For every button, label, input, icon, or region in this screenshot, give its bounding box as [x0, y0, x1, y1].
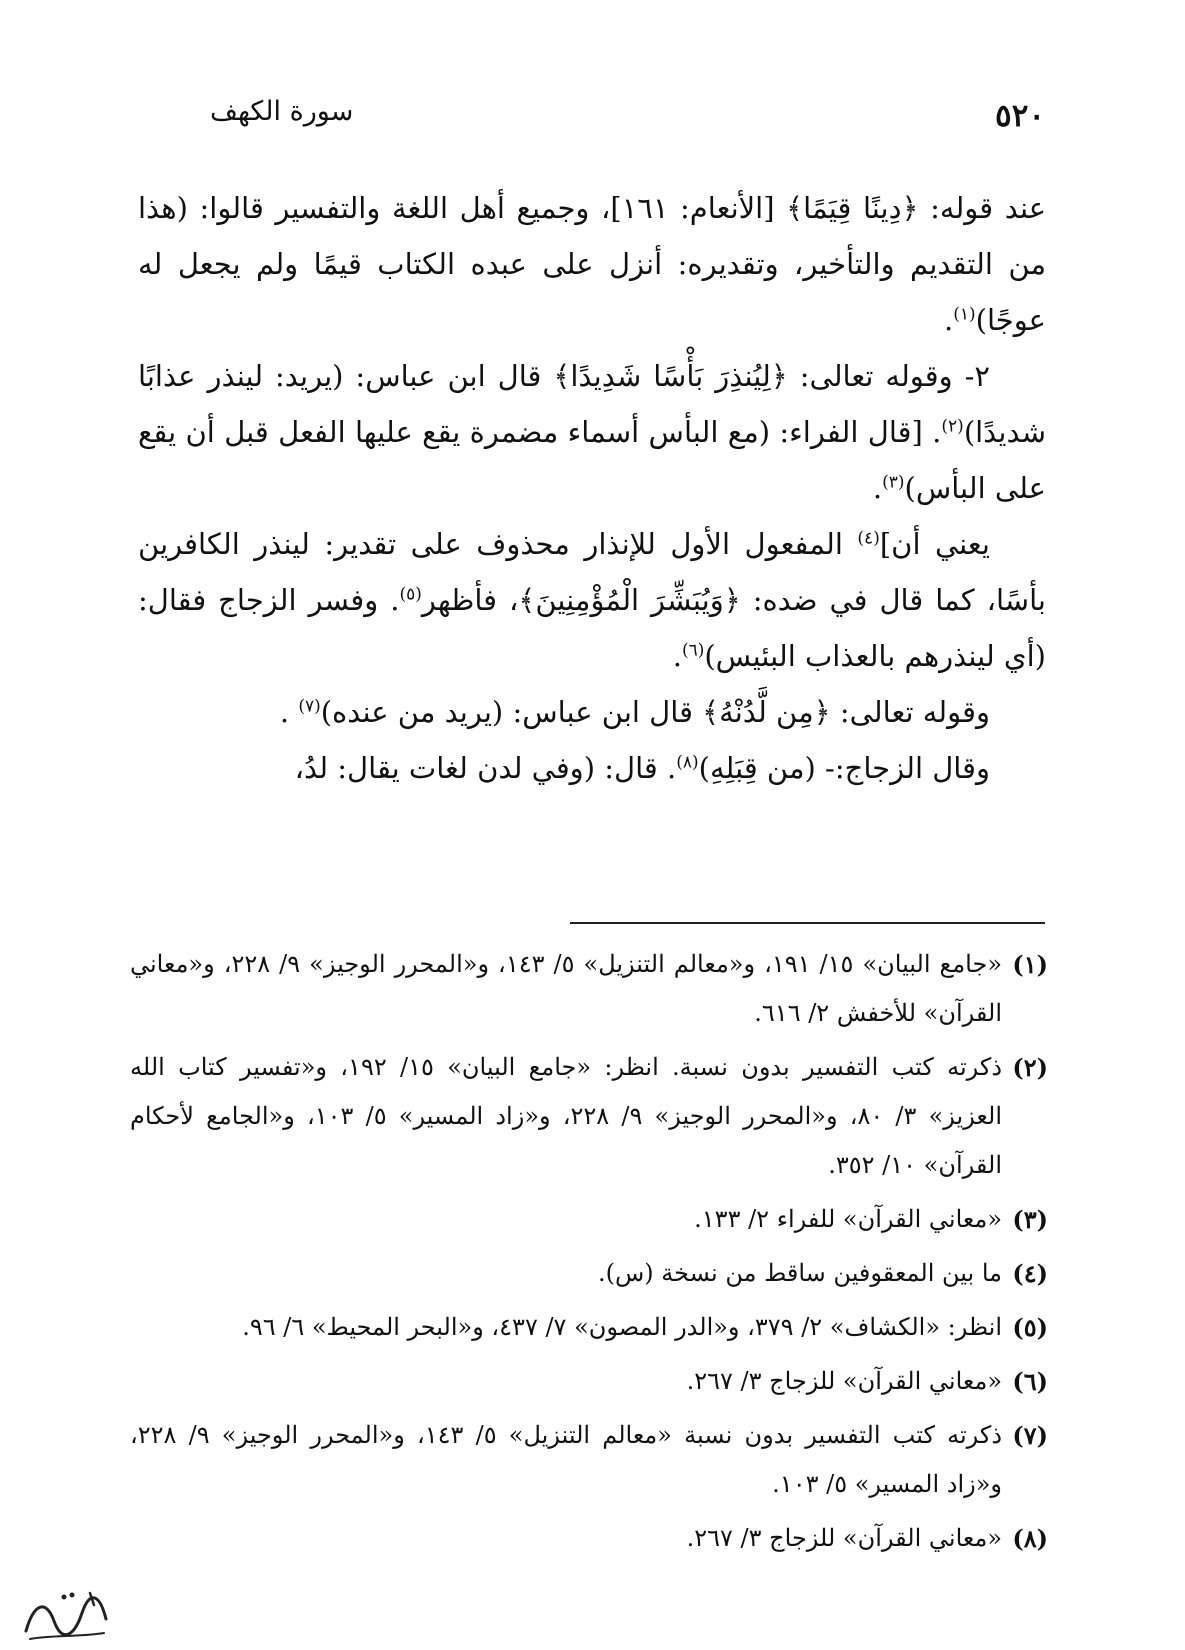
footnote — [130, 1195, 1048, 1244]
publisher-logo — [20, 1585, 112, 1647]
text-run: . [قال الفراء: (مع البأس أسماء مضمرة يقع عليها الفعل قبل أن يقع على البأس) — [138, 415, 1046, 505]
text-run: . وفسر الزجاج فقال: (أي لينذرهم بالعذاب البئيس) — [138, 583, 1046, 673]
footnote-number: (٤) — [1012, 1259, 1048, 1288]
text-run: ٢- وقوله تعالى: ﴿لِيُنذِرَ بَأْسًا شَدِيدًا﴾ قال ابن عباس: (يريد: لينذر عذابًا شديدًا) — [138, 359, 1046, 449]
text-run: . قال: (وفي لدن لغات يقال: لدُ، — [294, 751, 677, 785]
footnote-number: (٦) — [1012, 1367, 1048, 1396]
text-run: . — [279, 695, 299, 729]
paragraph — [138, 516, 1046, 684]
footnote — [130, 1357, 1048, 1406]
footnote-number: (٧) — [1012, 1421, 1048, 1450]
footnote — [130, 940, 1048, 1038]
footnote-ref: (٣) — [882, 472, 905, 493]
footnote — [130, 1249, 1048, 1298]
footnote — [130, 1043, 1048, 1190]
paragraph — [138, 740, 1046, 796]
footnote-ref: (٢) — [941, 416, 964, 437]
footnote-text: «معاني القرآن» للزجاج ٣/ ٢٦٧. — [686, 1367, 1002, 1395]
text-run: عند قوله: ﴿دِينًا قِيَمًا﴾ [الأنعام: ١٦١]، وجميع أهل اللغة والتفسير قالوا: (هذا من التقديم والتأخير، وتقديره: أنزل على عبده الكتاب قيمًا ولم يجعل له عوجًا) — [138, 191, 1047, 337]
footnote-text: ذكرته كتب التفسير بدون نسبة «معالم التنزيل» ٥/ ١٤٣، و«المحرر الوجيز» ٩/ ٢٢٨، و«زاد المسير» ٥/ ١٠٣. — [130, 1421, 1003, 1498]
footnote-number: (١) — [1012, 950, 1048, 979]
footnote-number: (٨) — [1012, 1524, 1048, 1553]
footnote-number: (٣) — [1012, 1205, 1048, 1234]
paragraph — [138, 180, 1046, 348]
footnote-text: ذكرته كتب التفسير بدون نسبة. انظر: «جامع البيان» ١٥/ ١٩٢، و«تفسير كتاب الله العزيز» ٣/ ٨٠، و«المحرر الوجيز» ٩/ ٢٢٨، و«زاد المسير» ٥/ ١٠٣، و«الجامع لأحكام القرآن» ١٠/ ٣٥٢. — [130, 1053, 1003, 1179]
main-text — [138, 180, 1046, 796]
footnote-separator — [570, 922, 1045, 924]
footnote-number: (٢) — [1012, 1053, 1048, 1082]
text-run: المفعول الأول للإنذار محذوف على تقدير: لينذر الكافرين بأسًا، كما قال في ضده: ﴿وَيُبَشِّرَ الْمُؤْمِنِينَ﴾، فأظهر — [138, 527, 1046, 617]
footnote-ref: (٦) — [681, 640, 705, 661]
footnote-ref: (٥) — [399, 584, 422, 605]
text-run: . — [672, 639, 682, 673]
text-run: يعني أن] — [879, 527, 990, 561]
footnote-text: «معاني القرآن» للفراء ٢/ ١٣٣. — [694, 1205, 1002, 1233]
page-number: ٥٢٠ — [995, 98, 1045, 134]
text-run: . — [872, 471, 883, 505]
paragraph — [138, 684, 1046, 740]
page-header — [140, 92, 1045, 142]
footnote — [130, 1303, 1048, 1352]
footnote-text: «جامع البيان» ١٥/ ١٩١، و«معالم التنزيل» ٥/ ١٤٣، و«المحرر الوجيز» ٩/ ٢٢٨، و«معاني القرآن» للأخفش ٢/ ٦١٦. — [130, 950, 1003, 1027]
footnote-ref: (١) — [953, 304, 976, 325]
footnote-text: انظر: «الكشاف» ٢/ ٣٧٩، و«الدر المصون» ٧/ ٤٣٧، و«البحر المحيط» ٦/ ٩٦. — [242, 1313, 1002, 1341]
text-run: وقوله تعالى: ﴿مِن لَّدُنْهُ﴾ قال ابن عباس: (يريد من عنده) — [320, 695, 990, 729]
footnote-number: (٥) — [1012, 1313, 1048, 1342]
footnote-text: «معاني القرآن» للزجاج ٣/ ٢٦٧. — [686, 1524, 1002, 1552]
footnote-text: ما بين المعقوفين ساقط من نسخة (س). — [598, 1259, 1002, 1287]
footnote-ref: (٧) — [298, 696, 321, 717]
footnote — [130, 1411, 1048, 1509]
paragraph — [138, 348, 1046, 516]
footnotes — [130, 940, 1048, 1568]
footnote — [130, 1514, 1048, 1563]
text-run: . — [943, 303, 954, 337]
surah-title: سورة الكهف — [210, 96, 354, 127]
text-run: وقال الزجاج:- (من قِبَلِهِ) — [698, 751, 990, 785]
footnote-ref: (٨) — [676, 752, 699, 773]
footnote-ref: (٤) — [857, 528, 880, 549]
